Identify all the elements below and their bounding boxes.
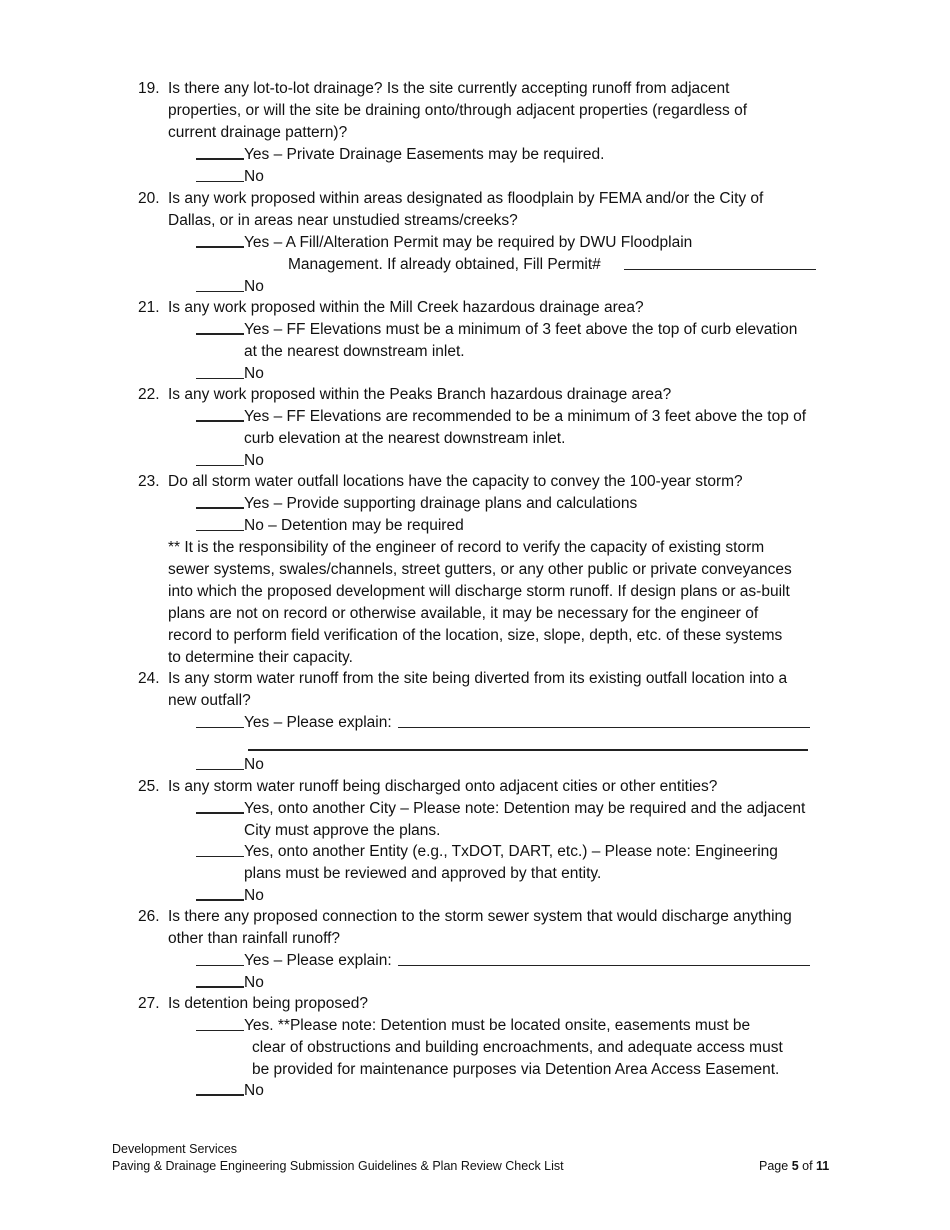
answer-blank[interactable] [196, 291, 244, 292]
option-label: Yes – Please explain: [244, 952, 392, 969]
option-label: No [244, 974, 264, 991]
option-label-continued: clear of obstructions and building encroachments, and adequate access must [252, 1039, 783, 1056]
option-label: No – Detention may be required [244, 517, 464, 534]
question-text: Is any work proposed within the Mill Creek hazardous drainage area? [168, 299, 644, 316]
question-text: Is any storm water runoff being discharged onto adjacent cities or other entities? [168, 778, 718, 795]
question-number: 24. [138, 670, 160, 687]
option-label: No [244, 887, 264, 904]
option-label: No [244, 278, 264, 295]
option-label: Yes – FF Elevations must be a minimum of 3 feet above the top of curb elevation [244, 321, 798, 338]
total-pages: 11 [816, 1159, 830, 1173]
option-label: Yes – Please explain: [244, 714, 392, 731]
answer-blank[interactable] [196, 378, 244, 379]
question-text: other than rainfall runoff? [168, 930, 341, 947]
option-label-continued: curb elevation at the nearest downstream inlet. [244, 430, 566, 447]
question-number: 27. [138, 995, 160, 1012]
responsibility-note: to determine their capacity. [168, 649, 353, 666]
question-text: properties, or will the site be draining onto/through adjacent properties (regardless of [168, 102, 747, 119]
option-label-continued: Management. If already obtained, Fill Permit# [288, 256, 601, 273]
current-page: 5 [791, 1159, 799, 1173]
option-label-continued: plans must be reviewed and approved by that entity. [244, 865, 602, 882]
question-text: Is there any lot-to-lot drainage? Is the site currently accepting runoff from adjacent [168, 80, 730, 97]
of-label: of [802, 1159, 813, 1173]
answer-blank[interactable] [196, 333, 244, 335]
explanation-field[interactable] [398, 965, 810, 966]
footer-document-title: Paving & Drainage Engineering Submission Guidelines & Plan Review Check List [112, 1159, 564, 1173]
question-number: 23. [138, 473, 160, 490]
question-text: new outfall? [168, 692, 251, 709]
answer-blank[interactable] [196, 1030, 244, 1031]
answer-blank[interactable] [196, 1094, 244, 1096]
responsibility-note: plans are not on record or otherwise available, it may be necessary for the engineer of [168, 605, 759, 622]
answer-blank[interactable] [196, 246, 244, 248]
explanation-field-line-2[interactable] [248, 749, 808, 751]
question-text: Do all storm water outfall locations have the capacity to convey the 100-year storm? [168, 473, 743, 490]
answer-blank[interactable] [196, 986, 244, 988]
question-number: 25. [138, 778, 160, 795]
option-label: No [244, 1082, 264, 1099]
question-text: Is any work proposed within the Peaks Branch hazardous drainage area? [168, 386, 672, 403]
option-label: Yes – A Fill/Alteration Permit may be required by DWU Floodplain [244, 234, 693, 251]
answer-blank[interactable] [196, 158, 244, 160]
footer-department: Development Services [112, 1142, 238, 1156]
responsibility-note: sewer systems, swales/channels, street gutters, or any other public or private conveyances [168, 561, 792, 578]
answer-blank[interactable] [196, 465, 244, 466]
answer-blank[interactable] [196, 530, 244, 531]
question-number: 26. [138, 908, 160, 925]
option-label: No [244, 365, 264, 382]
question-text: Is there any proposed connection to the storm sewer system that would discharge anything [168, 908, 792, 925]
option-label: No [244, 452, 264, 469]
answer-blank[interactable] [196, 899, 244, 901]
question-number: 20. [138, 190, 160, 207]
answer-blank[interactable] [196, 965, 244, 966]
question-text: Is any work proposed within areas designated as floodplain by FEMA and/or the City of [168, 190, 764, 207]
option-label: Yes. **Please note: Detention must be located onsite, easements must be [244, 1017, 751, 1034]
option-label-continued: City must approve the plans. [244, 822, 441, 839]
responsibility-note: into which the proposed development will discharge storm runoff. If design plans or as-built [168, 583, 790, 600]
answer-blank[interactable] [196, 507, 244, 509]
answer-blank[interactable] [196, 181, 244, 182]
option-label: Yes – FF Elevations are recommended to be a minimum of 3 feet above the top of [244, 408, 807, 425]
option-label: Yes, onto another Entity (e.g., TxDOT, DART, etc.) – Please note: Engineering [244, 843, 778, 860]
question-number: 22. [138, 386, 160, 403]
option-label: Yes – Provide supporting drainage plans and calculations [244, 495, 638, 512]
question-number: 19. [138, 80, 160, 97]
answer-blank[interactable] [196, 856, 244, 857]
answer-blank[interactable] [196, 727, 244, 728]
question-text: current drainage pattern)? [168, 124, 348, 141]
responsibility-note: record to perform field verification of the location, size, slope, depth, etc. of these systems [168, 627, 783, 644]
question-text: Is detention being proposed? [168, 995, 368, 1012]
question-number: 21. [138, 299, 160, 316]
question-text: Is any storm water runoff from the site being diverted from its existing outfall location into a [168, 670, 788, 687]
answer-blank[interactable] [196, 812, 244, 814]
answer-blank[interactable] [196, 420, 244, 422]
fill-permit-number-field[interactable] [624, 269, 816, 270]
option-label: No [244, 756, 264, 773]
question-text: Dallas, or in areas near unstudied streams/creeks? [168, 212, 518, 229]
option-label: No [244, 168, 264, 185]
option-label: Yes, onto another City – Please note: Detention may be required and the adjacent [244, 800, 806, 817]
page-label: Page [759, 1159, 789, 1173]
responsibility-note: ** It is the responsibility of the engineer of record to verify the capacity of existing storm [168, 539, 765, 556]
option-label-continued: be provided for maintenance purposes via Detention Area Access Easement. [252, 1061, 780, 1078]
footer-page-number [759, 1158, 829, 1174]
answer-blank[interactable] [196, 769, 244, 770]
option-label: Yes – Private Drainage Easements may be required. [244, 146, 605, 163]
explanation-field[interactable] [398, 727, 810, 728]
option-label-continued: at the nearest downstream inlet. [244, 343, 465, 360]
